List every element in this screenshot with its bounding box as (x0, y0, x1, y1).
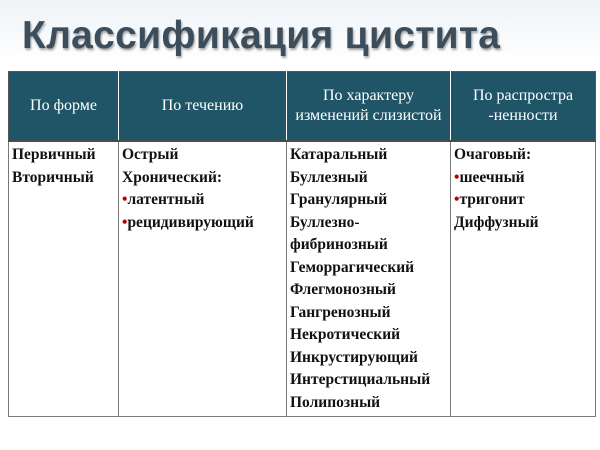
list-item (122, 212, 283, 235)
table-header-row (9, 72, 596, 142)
list-item-text: латентный (127, 191, 205, 208)
list-item-text: Катаральный (290, 146, 388, 163)
cell-by-course (119, 141, 287, 417)
list-item-text: Первичный (12, 146, 96, 163)
list-item-text: Острый (122, 146, 179, 163)
list-item-text: Хронический: (122, 168, 223, 186)
list-item-text: Вторичный (12, 168, 94, 186)
list-item (290, 392, 447, 415)
list-item-text: Гранулярный (290, 191, 388, 208)
bullet-icon: • (122, 191, 128, 208)
list-item-text: Гангренозный (290, 303, 391, 321)
cell-by-form (9, 141, 119, 417)
list-item-text: Очаговый: (454, 146, 532, 163)
list-item-text: тригонит (459, 191, 525, 208)
header-by-mucosa-changes: По характеру изменений слизистой (287, 72, 451, 142)
list-item (454, 167, 592, 190)
list-item-text: рецидивирующий (127, 213, 254, 231)
list-item (12, 167, 115, 190)
bullet-icon: • (454, 168, 460, 186)
list-item (290, 257, 447, 280)
slide-title: Классификация цистита (22, 14, 501, 57)
cell-by-spread (451, 141, 596, 417)
header-by-course: По течению (119, 72, 287, 142)
table-row (9, 141, 596, 417)
list-item-text: Инкрустирующий (290, 348, 418, 366)
list-item (290, 324, 447, 347)
list-item-text: Интерстициальный (290, 371, 431, 388)
header-by-form: По форме (9, 72, 119, 142)
cell-by-mucosa-changes (287, 141, 451, 417)
list-item (290, 144, 447, 167)
list-item-text: Буллезно- (290, 213, 360, 231)
list-item-text: Геморрагический (290, 258, 415, 276)
list-item-text: Полипозный (290, 393, 381, 411)
header-by-spread: По распростра -ненности (451, 72, 596, 142)
list-item-text: Некротический (290, 326, 401, 343)
classification-table (8, 71, 596, 417)
list-item-text: Флегмонозный (290, 281, 396, 298)
list-item (454, 189, 592, 212)
list-item (290, 189, 447, 212)
list-item (454, 212, 592, 235)
list-item (290, 279, 447, 302)
list-item (122, 144, 283, 167)
list-item (290, 347, 447, 370)
list-item (290, 212, 447, 235)
list-item-text: фибринозный (290, 236, 388, 253)
list-item (122, 189, 283, 212)
list-item-text: Буллезный (290, 168, 368, 186)
list-item (290, 167, 447, 190)
list-item (290, 234, 447, 257)
list-item (454, 144, 592, 167)
list-item (290, 302, 447, 325)
list-item (12, 144, 115, 167)
bullet-icon: • (122, 213, 128, 231)
list-item (122, 167, 283, 190)
list-item-text: шеечный (459, 168, 525, 186)
list-item (290, 369, 447, 392)
bullet-icon: • (454, 191, 460, 208)
list-item-text: Диффузный (454, 213, 539, 231)
